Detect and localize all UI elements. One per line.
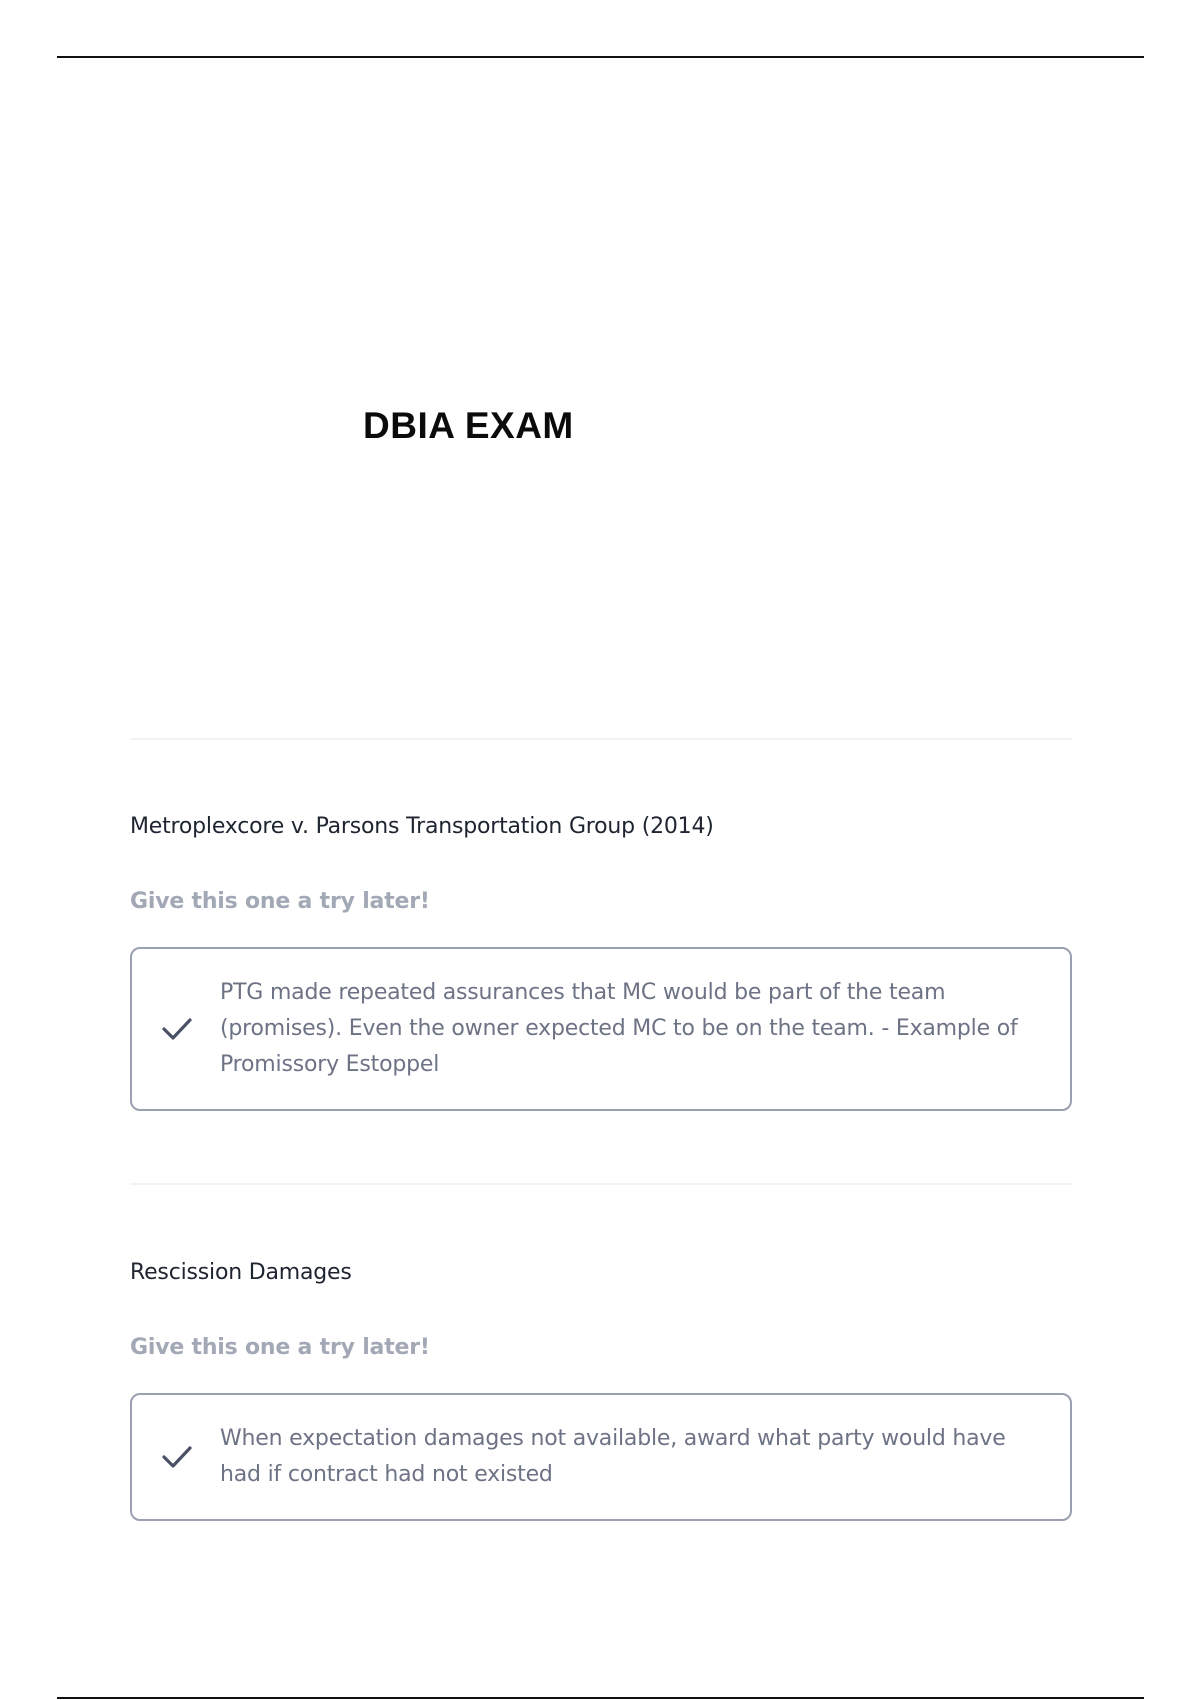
check-icon xyxy=(160,1440,194,1474)
document-title: DBIA EXAM xyxy=(363,405,574,446)
flashcard-term: Rescission Damages xyxy=(130,1260,352,1285)
check-icon xyxy=(160,1012,194,1046)
flashcard-hint: Give this one a try later! xyxy=(130,1335,430,1360)
flashcard-hint: Give this one a try later! xyxy=(130,889,430,914)
flashcard-1 xyxy=(130,812,1072,1111)
flashcard-answer: PTG made repeated assurances that MC would be part of the team (promises). Even the owner expected MC to be on the team. - Example of Promissory Estoppel xyxy=(220,980,1018,1077)
flashcard-answer: When expectation damages not available, award what party would have had if contract had not existed xyxy=(220,1426,1006,1487)
flashcard-answer-box xyxy=(130,1393,1072,1521)
flashcard-answer-box xyxy=(130,947,1072,1111)
section-divider xyxy=(130,1183,1072,1185)
section-divider xyxy=(130,738,1072,740)
page-top-rule xyxy=(57,56,1144,58)
flashcard-term: Metroplexcore v. Parsons Transportation Group (2014) xyxy=(130,814,714,839)
flashcard-2 xyxy=(130,1258,1072,1521)
page-bottom-rule xyxy=(57,1697,1144,1699)
